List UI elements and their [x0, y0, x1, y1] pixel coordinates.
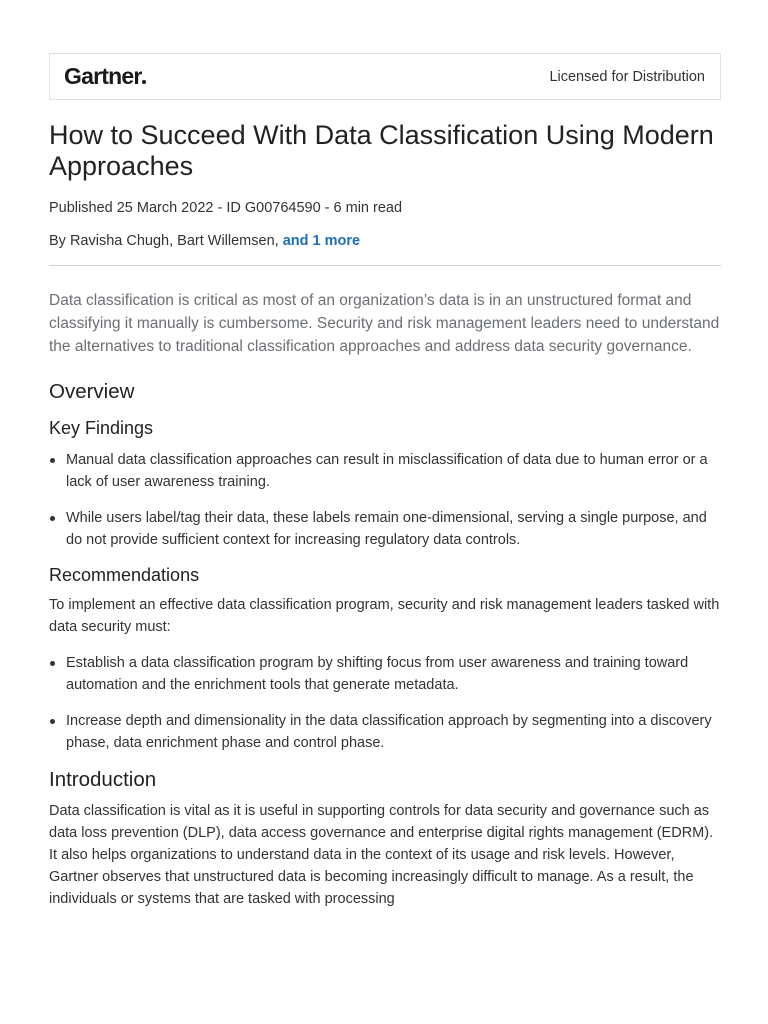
authors-line	[49, 233, 721, 249]
introduction-heading: Introduction	[49, 768, 157, 791]
key-findings-list	[49, 449, 721, 551]
list-item-text: Manual data classification approaches can result in misclassification of data due to human error or a lack of user awareness training.	[66, 452, 708, 490]
recommendations-intro: To implement an effective data classification program, security and risk management leaders tasked with data security must:	[49, 597, 720, 635]
overview-heading: Overview	[49, 380, 135, 403]
bullet-icon	[50, 458, 55, 463]
bullet-icon	[50, 661, 55, 666]
list-item	[49, 507, 721, 551]
logo-dot-icon	[142, 80, 146, 84]
authors-names: By Ravisha Chugh, Bart Willemsen,	[49, 233, 279, 249]
gartner-logo[interactable]	[64, 63, 146, 90]
more-authors-link[interactable]: and 1 more	[282, 233, 361, 249]
bullet-icon	[50, 516, 55, 521]
introduction-paragraph: Data classification is vital as it is useful in supporting controls for data security and governance such as data loss prevention (DLP), data access governance and enterprise digital rights management (EDRM). It also helps organizations to understand data in the context of its usage and risk levels. However, Gartner observes that unstructured data is becoming increasingly difficult to manage. As a result, the individuals or systems that are tasked with processing	[49, 803, 714, 907]
publication-meta: Published 25 March 2022 - ID G00764590 - 6 min read	[49, 200, 403, 216]
summary-paragraph: Data classification is critical as most of an organization’s data is in an unstructured format and classifying it manually is cumbersome. Security and risk management leaders need to understand the alternatives to traditional classification approaches and address data security governance.	[49, 292, 720, 355]
recommendations-heading: Recommendations	[49, 565, 200, 585]
bullet-icon	[50, 719, 55, 724]
list-item	[49, 710, 721, 754]
list-item	[49, 652, 721, 696]
header-bar	[49, 53, 721, 100]
page-title: How to Succeed With Data Classification Using Modern Approaches	[49, 120, 714, 181]
recommendations-list	[49, 652, 721, 754]
logo-text: Gartner	[64, 63, 142, 89]
list-item-text: Increase depth and dimensionality in the data classification approach by segmenting into a discovery phase, data enrichment phase and control phase.	[66, 713, 712, 751]
divider	[49, 265, 721, 266]
list-item	[49, 449, 721, 493]
document-page	[49, 53, 721, 910]
key-findings-heading: Key Findings	[49, 418, 154, 438]
license-label: Licensed for Distribution	[549, 68, 705, 85]
list-item-text: While users label/tag their data, these labels remain one-dimensional, serving a single purpose, and do not provide sufficient context for increasing regulatory data controls.	[66, 510, 707, 548]
list-item-text: Establish a data classification program by shifting focus from user awareness and training toward automation and the enrichment tools that generate metadata.	[66, 655, 689, 693]
